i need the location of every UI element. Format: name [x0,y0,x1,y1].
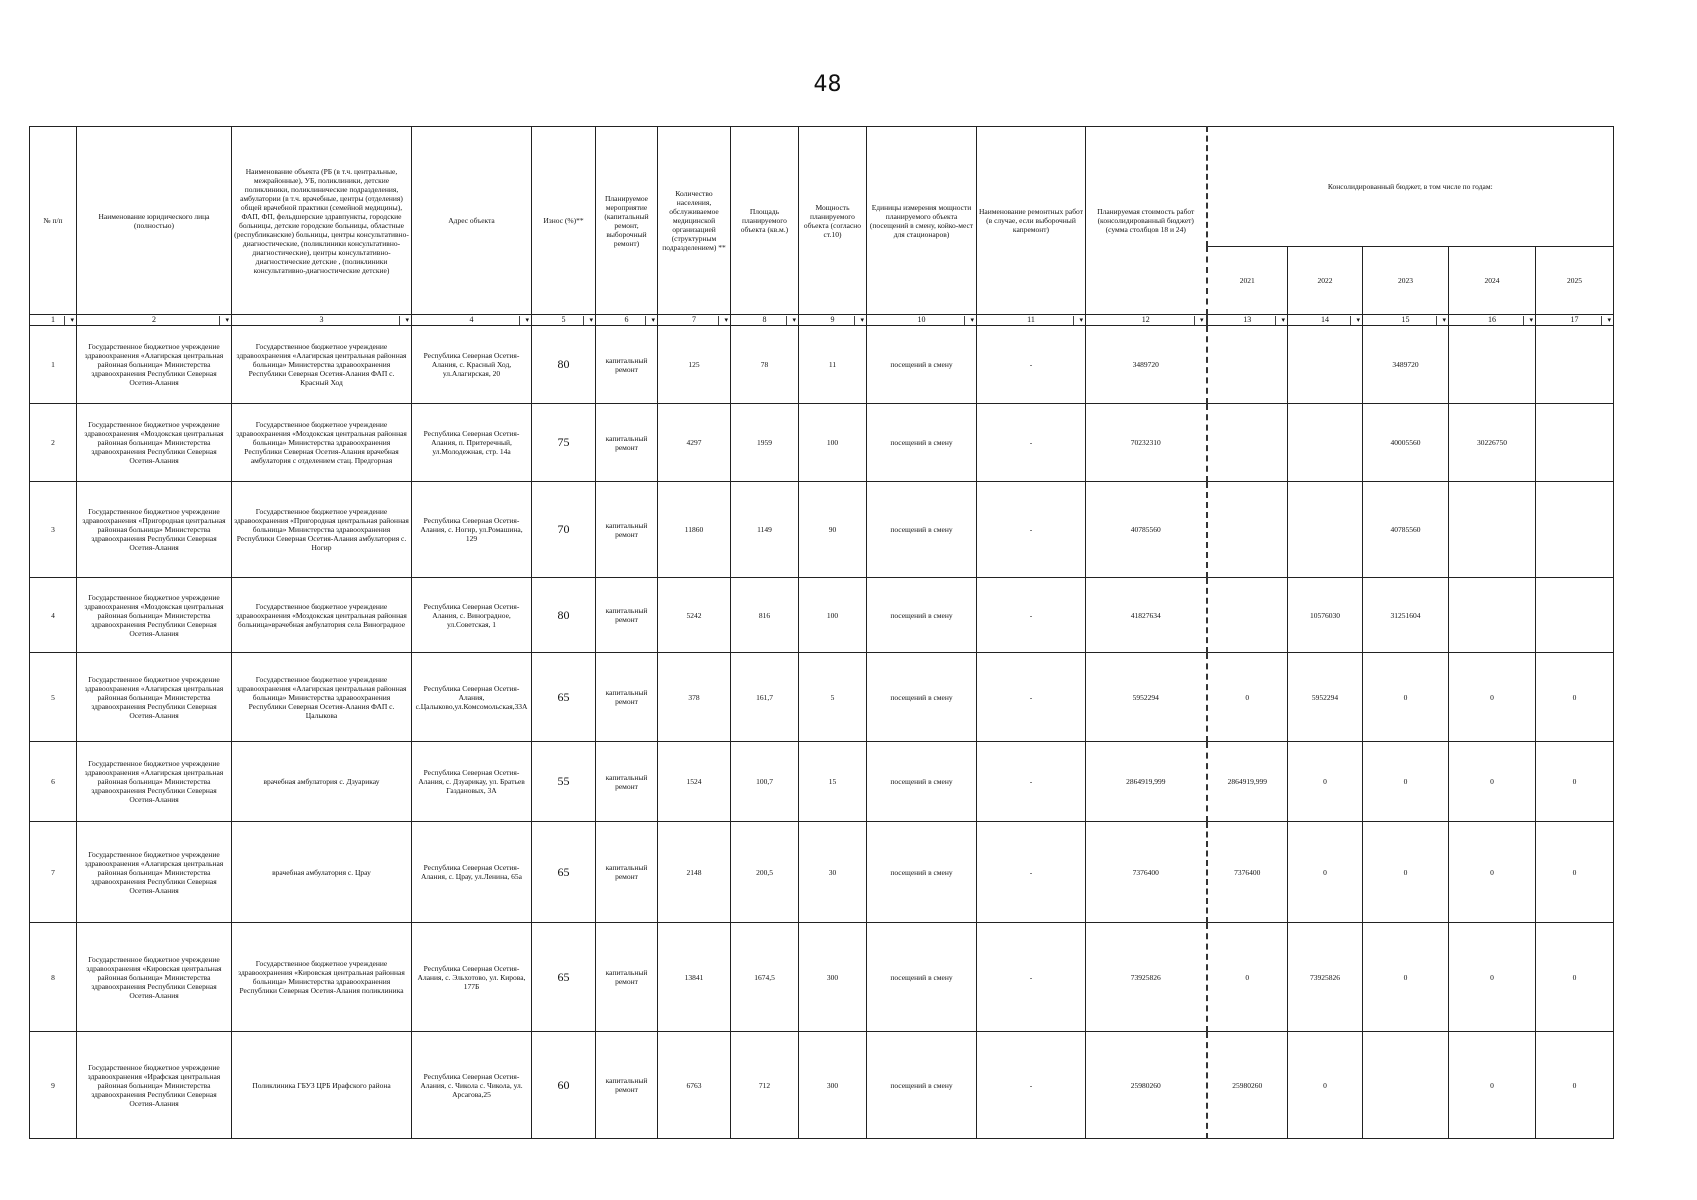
budget-2024: 0 [1449,653,1536,742]
row-number: 5 [30,653,77,742]
column-number-cell [658,315,731,326]
budget-2024: 0 [1449,1032,1536,1139]
filter-dropdown-icon[interactable]: ▾ [1350,316,1360,325]
planned-event: капитальный ремонт [596,822,658,923]
header-year-2023: 2023 [1363,247,1449,315]
object-address: Республика Северная Осетия-Алания, с. Эльхотово, ул. Кирова, 177Б [412,923,532,1032]
planned-cost: 41827634 [1086,578,1207,653]
column-number-label: 12 [1141,315,1150,325]
filter-dropdown-icon[interactable]: ▾ [583,316,593,325]
object-address: Республика Северная Осетия-Алания, п. Притеречный, ул.Молодежная, стр. 14а [412,404,532,482]
repair-works: - [977,578,1086,653]
column-number-row [30,315,1614,326]
row-number: 7 [30,822,77,923]
budget-2022 [1288,482,1363,578]
object-name: врачебная амбулатория с. Дзуарикау [232,742,412,822]
area: 712 [731,1032,799,1139]
table-row [30,1032,1614,1139]
object-address: Республика Северная Осетия-Алания, с. Виноградное, ул.Советская, 1 [412,578,532,653]
budget-2024: 0 [1449,923,1536,1032]
object-name: Государственное бюджетное учреждение здравоохранения «Кировская центральная районная больница» Министерства здравоохранения Республики Северная Осетия-Алания поликлиника [232,923,412,1032]
column-number-cell [532,315,596,326]
repair-works: - [977,923,1086,1032]
row-number: 2 [30,404,77,482]
entity-name: Государственное бюджетное учреждение здравоохранения «Алагирская центральная районная больница» Министерства здравоохранения Республики Северная Осетия-Алания [77,742,232,822]
budget-2022 [1288,404,1363,482]
budget-2025 [1536,404,1614,482]
column-number-label: 17 [1570,315,1579,325]
capacity: 11 [799,326,867,404]
row-number: 9 [30,1032,77,1139]
capacity-unit: посещений в смену [867,326,977,404]
entity-name: Государственное бюджетное учреждение здравоохранения «Ирафская центральная районная больница» Министерства здравоохранения Республики Северная Осетия-Алания [77,1032,232,1139]
header-year-2021: 2021 [1207,247,1288,315]
header-year-2025: 2025 [1536,247,1614,315]
budget-2025: 0 [1536,923,1614,1032]
budget-2021: 25980260 [1207,1032,1288,1139]
table-row [30,822,1614,923]
budget-2023: 40785560 [1363,482,1449,578]
capacity: 30 [799,822,867,923]
budget-2025: 0 [1536,822,1614,923]
budget-2024 [1449,326,1536,404]
budget-2023: 0 [1363,822,1449,923]
budget-2021: 7376400 [1207,822,1288,923]
entity-name: Государственное бюджетное учреждение здравоохранения «Моздокская центральная районная больница» Министерства здравоохранения Республики Северная Осетия-Алания [77,404,232,482]
repair-works: - [977,822,1086,923]
budget-2024 [1449,578,1536,653]
budget-2022: 0 [1288,822,1363,923]
repair-plan-table [29,126,1614,1139]
repair-works: - [977,326,1086,404]
header-col9: Мощность планируемого объекта (согласно ст.10) [799,127,867,315]
row-number: 8 [30,923,77,1032]
budget-2023: 0 [1363,742,1449,822]
row-number: 3 [30,482,77,578]
capacity: 90 [799,482,867,578]
object-name: Государственное бюджетное учреждение здравоохранения «Пригородная центральная районная больница» Министерства здравоохранения Республики Северная Осетия-Алания амбулатория с. Ногир [232,482,412,578]
planned-event: капитальный ремонт [596,482,658,578]
filter-dropdown-icon[interactable]: ▾ [399,316,409,325]
budget-2024 [1449,482,1536,578]
filter-dropdown-icon[interactable]: ▾ [854,316,864,325]
budget-2025 [1536,482,1614,578]
column-number-cell [977,315,1086,326]
area: 78 [731,326,799,404]
repair-works: - [977,482,1086,578]
budget-2022: 5952294 [1288,653,1363,742]
budget-2025: 0 [1536,742,1614,822]
filter-dropdown-icon[interactable]: ▾ [1436,316,1446,325]
budget-2021: 0 [1207,653,1288,742]
filter-dropdown-icon[interactable]: ▾ [718,316,728,325]
column-number-label: 8 [762,315,767,325]
row-number: 4 [30,578,77,653]
object-address: Республика Северная Осетия-Алания, с.Цалыково,ул.Комсомольская,33А [412,653,532,742]
header-col2: Наименование юридического лица (полностью) [77,127,232,315]
budget-2025: 0 [1536,1032,1614,1139]
column-number-cell [1449,315,1536,326]
area: 100,7 [731,742,799,822]
capacity-unit: посещений в смену [867,742,977,822]
planned-cost: 5952294 [1086,653,1207,742]
filter-dropdown-icon[interactable]: ▾ [1275,316,1285,325]
object-address: Республика Северная Осетия-Алания, с. Красный Ход, ул.Алагирская, 20 [412,326,532,404]
budget-2024: 0 [1449,742,1536,822]
page-number: 48 [813,72,842,97]
budget-2022: 10576030 [1288,578,1363,653]
object-name: врачебная амбулатория с. Црау [232,822,412,923]
object-name: Государственное бюджетное учреждение здравоохранения «Моздокская центральная районная больница»врачебная амбулатория села Виноградное [232,578,412,653]
budget-2023: 31251604 [1363,578,1449,653]
table-row [30,326,1614,404]
filter-dropdown-icon[interactable]: ▾ [786,316,796,325]
column-number-label: 9 [830,315,835,325]
filter-dropdown-icon[interactable]: ▾ [1601,316,1611,325]
column-number-label: 14 [1321,315,1329,325]
object-address: Республика Северная Осетия-Алания, с. Ногир, ул.Ромашина, 129 [412,482,532,578]
column-number-label: 13 [1243,315,1252,325]
population: 2148 [658,822,731,923]
budget-2024: 0 [1449,822,1536,923]
budget-2021 [1207,578,1288,653]
planned-cost: 70232310 [1086,404,1207,482]
area: 161,7 [731,653,799,742]
column-number-cell [77,315,232,326]
wear-percent: 65 [532,653,596,742]
column-number-label: 3 [319,315,324,325]
entity-name: Государственное бюджетное учреждение здравоохранения «Кировская центральная районная больница» Министерства здравоохранения Республики Северная Осетия-Алания [77,923,232,1032]
planned-cost: 40785560 [1086,482,1207,578]
entity-name: Государственное бюджетное учреждение здравоохранения «Алагирская центральная районная больница» Министерства здравоохранения Республики Северная Осетия-Алания [77,822,232,923]
budget-2023 [1363,1032,1449,1139]
column-number-cell [731,315,799,326]
area: 1674,5 [731,923,799,1032]
capacity-unit: посещений в смену [867,482,977,578]
wear-percent: 65 [532,923,596,1032]
budget-2022: 0 [1288,742,1363,822]
filter-dropdown-icon[interactable]: ▾ [64,316,74,325]
header-col5: Износ (%)** [532,127,596,315]
budget-2024: 30226750 [1449,404,1536,482]
table-body [30,326,1614,1139]
planned-event: капитальный ремонт [596,742,658,822]
entity-name: Государственное бюджетное учреждение здравоохранения «Алагирская центральная районная больница» Министерства здравоохранения Республики Северная Осетия-Алания [77,653,232,742]
header-budget: Консолидированный бюджет, в том числе по годам: [1207,127,1614,247]
population: 13841 [658,923,731,1032]
object-address: Республика Северная Осетия-Алания, с. Црау, ул.Ленина, 65а [412,822,532,923]
population: 1524 [658,742,731,822]
repair-works: - [977,742,1086,822]
budget-2021: 2864919,999 [1207,742,1288,822]
planned-event: капитальный ремонт [596,404,658,482]
column-number-cell [867,315,977,326]
capacity-unit: посещений в смену [867,578,977,653]
capacity-unit: посещений в смену [867,404,977,482]
population: 6763 [658,1032,731,1139]
column-number-cell [30,315,77,326]
population: 125 [658,326,731,404]
capacity-unit: посещений в смену [867,923,977,1032]
column-number-label: 5 [561,315,566,325]
budget-2025 [1536,326,1614,404]
filter-dropdown-icon[interactable]: ▾ [964,316,974,325]
object-name: Поликлиника ГБУЗ ЦРБ Ирафского района [232,1032,412,1139]
row-number: 1 [30,326,77,404]
header-col4: Адрес объекта [412,127,532,315]
filter-dropdown-icon[interactable]: ▾ [1523,316,1533,325]
budget-2022 [1288,326,1363,404]
wear-percent: 65 [532,822,596,923]
column-number-cell [412,315,532,326]
column-number-label: 11 [1027,315,1035,325]
column-number-cell [596,315,658,326]
population: 4297 [658,404,731,482]
wear-percent: 80 [532,326,596,404]
wear-percent: 60 [532,1032,596,1139]
column-number-cell [1086,315,1207,326]
object-name: Государственное бюджетное учреждение здравоохранения «Алагирская центральная районная больница» Министерства здравоохранения Республики Северная Осетия-Алания ФАП с. Красный Ход [232,326,412,404]
column-number-cell [1363,315,1449,326]
repair-works: - [977,653,1086,742]
header-year-2022: 2022 [1288,247,1363,315]
budget-2022: 0 [1288,1032,1363,1139]
column-number-label: 6 [624,315,629,325]
header-col1: № п/п [30,127,77,315]
capacity: 15 [799,742,867,822]
entity-name: Государственное бюджетное учреждение здравоохранения «Моздокская центральная районная больница» Министерства здравоохранения Республики Северная Осетия-Алания [77,578,232,653]
object-name: Государственное бюджетное учреждение здравоохранения «Алагирская центральная районная больница» Министерства здравоохранения Республики Северная Осетия-Алания ФАП с. Цалыкова [232,653,412,742]
object-address: Республика Северная Осетия-Алания, с. Дзуарикау, ул. Братьев Газдановых, 3А [412,742,532,822]
capacity: 100 [799,404,867,482]
column-number-cell [1207,315,1288,326]
column-number-label: 16 [1488,315,1496,325]
capacity: 5 [799,653,867,742]
wear-percent: 75 [532,404,596,482]
capacity-unit: посещений в смену [867,822,977,923]
filter-dropdown-icon[interactable]: ▾ [519,316,529,325]
budget-2025 [1536,578,1614,653]
column-number-label: 7 [692,315,696,325]
object-address: Республика Северная Осетия-Алания, с. Чикола с. Чикола, ул. Арсагова,25 [412,1032,532,1139]
budget-2023: 3489720 [1363,326,1449,404]
capacity-unit: посещений в смену [867,653,977,742]
column-number-label: 1 [51,315,55,325]
object-name: Государственное бюджетное учреждение здравоохранения «Моздокская центральная районная больница» Министерства здравоохранения Республики Северная Осетия-Алания врачебная амбулатория с отделением стац. Предгорная [232,404,412,482]
planned-cost: 25980260 [1086,1032,1207,1139]
wear-percent: 80 [532,578,596,653]
table-row [30,482,1614,578]
header-col10: Единицы измерения мощности планируемого объекта (посещений в смену, койко-мест для стационаров) [867,127,977,315]
budget-2025: 0 [1536,653,1614,742]
table-row [30,653,1614,742]
capacity: 100 [799,578,867,653]
capacity-unit: посещений в смену [867,1032,977,1139]
planned-cost: 2864919,999 [1086,742,1207,822]
row-number: 6 [30,742,77,822]
budget-2021: 0 [1207,923,1288,1032]
budget-2021 [1207,404,1288,482]
planned-cost: 7376400 [1086,822,1207,923]
planned-event: капитальный ремонт [596,923,658,1032]
entity-name: Государственное бюджетное учреждение здравоохранения «Пригородная центральная районная больница» Министерства здравоохранения Республики Северная Осетия-Алания [77,482,232,578]
repair-works: - [977,404,1086,482]
population: 11860 [658,482,731,578]
header-col12: Планируемая стоимость работ (консолидированный бюджет) (сумма столбцов 18 и 24) [1086,127,1207,315]
planned-cost: 73925826 [1086,923,1207,1032]
budget-2021 [1207,482,1288,578]
wear-percent: 55 [532,742,596,822]
planned-event: капитальный ремонт [596,578,658,653]
population: 5242 [658,578,731,653]
planned-event: капитальный ремонт [596,1032,658,1139]
budget-2023: 40005560 [1363,404,1449,482]
capacity: 300 [799,923,867,1032]
planned-event: капитальный ремонт [596,653,658,742]
filter-dropdown-icon[interactable]: ▾ [645,316,655,325]
table-row [30,923,1614,1032]
column-number-label: 10 [917,315,926,325]
planned-event: капитальный ремонт [596,326,658,404]
area: 1959 [731,404,799,482]
filter-dropdown-icon[interactable]: ▾ [219,316,229,325]
header-col8: Площадь планируемого объекта (кв.м.) [731,127,799,315]
table-row [30,404,1614,482]
capacity: 300 [799,1032,867,1139]
column-number-label: 2 [152,315,156,325]
planned-cost: 3489720 [1086,326,1207,404]
header-year-2024: 2024 [1449,247,1536,315]
header-col6: Планируемое мероприятие (капитальный ремонт, выборочный ремонт) [596,127,658,315]
budget-2023: 0 [1363,653,1449,742]
population: 378 [658,653,731,742]
budget-2021 [1207,326,1288,404]
repair-works: - [977,1032,1086,1139]
column-number-cell [1536,315,1614,326]
area: 1149 [731,482,799,578]
table-row [30,742,1614,822]
column-number-label: 4 [469,315,474,325]
budget-2022: 73925826 [1288,923,1363,1032]
wear-percent: 70 [532,482,596,578]
entity-name: Государственное бюджетное учреждение здравоохранения «Алагирская центральная районная больница» Министерства здравоохранения Республики Северная Осетия-Алания [77,326,232,404]
area: 816 [731,578,799,653]
header-col7: Количество населения, обслуживаемое медицинской организацией (структурным подразделением) ** [658,127,731,315]
area: 200,5 [731,822,799,923]
column-number-label: 15 [1401,315,1410,325]
header-col11: Наименование ремонтных работ (в случае, если выборочный капремонт) [977,127,1086,315]
table-row [30,578,1614,653]
column-number-cell [1288,315,1363,326]
filter-dropdown-icon[interactable]: ▾ [1073,316,1083,325]
filter-dropdown-icon[interactable]: ▾ [1194,316,1204,325]
column-number-cell [232,315,412,326]
column-number-cell [799,315,867,326]
header-col3: Наименование объекта (РБ (в т.ч. центральные, межрайонные), УБ, поликлиники, детские поликлиники, поликлинические подразделения, амбулатории (в т.ч. врачебные, центры (отделения) общей врачебной практики (семейной медицины), ФАП, ФП, фельдшерские здравпункты, городские больницы, детские городские больницы, областные (республиканские) больницы, центры консультативно-диагностические, (поликлиники консультативно-диагностические), центры консультативно-диагностические детские , (поликлиники консультативно-диагностические детские) [232,127,412,315]
budget-2023: 0 [1363,923,1449,1032]
